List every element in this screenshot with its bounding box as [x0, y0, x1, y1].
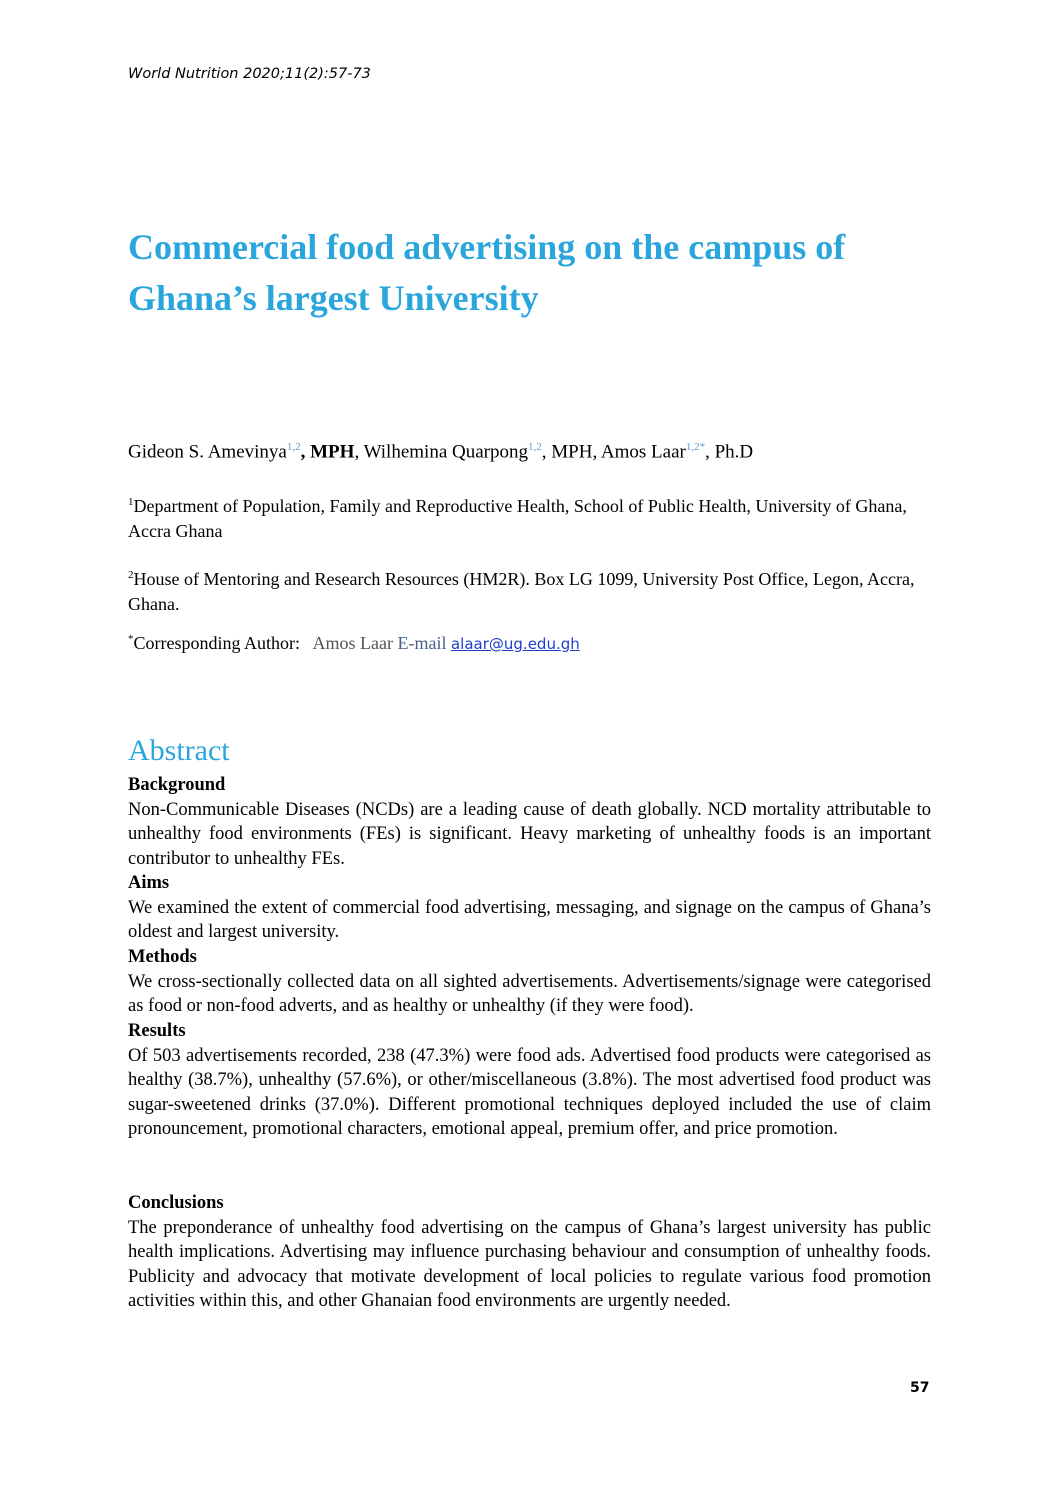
abstract-conclusions: [128, 1191, 931, 1314]
author-degree: , MPH: [541, 441, 593, 463]
author-affiliation-mark: 1,2: [286, 441, 301, 453]
affiliation: [128, 563, 938, 617]
email-label: E-mail: [397, 633, 447, 653]
affiliation-number: 1: [128, 496, 134, 508]
corresponding-mark: *: [128, 633, 134, 645]
corresponding-label: Corresponding Author:: [133, 633, 300, 653]
corresponding-author: [128, 633, 580, 654]
author-name: Gideon S. Amevinya: [128, 441, 287, 463]
section-text: Of 503 advertisements recorded, 238 (47.3%) were food ads. Advertised food products were categorised as healthy (38.7%), unhealthy (57.6%), or other/miscellaneous (3.8%). The most advertised food product was sugar-sweetened drinks (37.0%). Different promotional techniques deployed included the use of claim pronouncement, promotional characters, emotional appeal, premium offer, and price promotion.: [128, 1045, 931, 1139]
abstract-methods: [128, 945, 931, 1019]
abstract-background: [128, 773, 931, 871]
author-degree: , MPH: [300, 441, 355, 463]
section-text: Non-Communicable Diseases (NCDs) are a leading cause of death globally. NCD mortality attributable to unhealthy food environments (FEs) is significant. Heavy marketing of unhealthy foods is an important contributor to unhealthy FEs.: [128, 799, 931, 869]
section-heading: Results: [128, 1021, 186, 1041]
section-text: We examined the extent of commercial food advertising, messaging, and signage on the campus of Ghana’s oldest and largest university.: [128, 897, 931, 942]
page-number: 57: [910, 1380, 930, 1396]
section-text: We cross-sectionally collected data on all sighted advertisements. Advertisements/signage were categorised as food or non-food adverts, and as healthy or unhealthy (if they were food).: [128, 971, 931, 1016]
journal-reference: World Nutrition 2020;11(2):57-73: [128, 66, 371, 82]
affiliation-text: House of Mentoring and Research Resources (HM2R). Box LG 1099, University Post Office, Legon, Accra, Ghana.: [128, 569, 915, 614]
author-name: Wilhemina Quarpong: [363, 441, 528, 463]
author-degree: , Ph.D: [705, 441, 754, 463]
section-text: The preponderance of unhealthy food advertising on the campus of Ghana’s largest university has public health implications. Advertising may influence purchasing behaviour and consumption of unhealthy foods. Publicity and advocacy that motivate development of local policies to regulate various food promotion activities within this, and other Ghanaian food environments are urgently needed.: [128, 1217, 931, 1311]
section-heading: Aims: [128, 873, 170, 893]
section-heading: Conclusions: [128, 1193, 224, 1213]
paper-title: Commercial food advertising on the campus of Ghana’s largest University: [128, 227, 846, 318]
author-affiliation-mark: 1,2*: [685, 441, 706, 453]
author-affiliation-mark: 1,2: [528, 441, 542, 453]
affiliation: [128, 490, 938, 544]
abstract-heading: Abstract: [128, 734, 230, 767]
affiliation-text: Department of Population, Family and Reproductive Health, School of Public Health, University of Ghana, Accra Ghana: [128, 496, 907, 541]
affiliation-number: 2: [128, 569, 134, 581]
section-heading: Background: [128, 775, 226, 795]
abstract-aims: [128, 871, 931, 945]
author-list: Gideon S. Amevinya$^{1,2}$, MPH, Wilhemina Quarpong$^{1,2}$, MPH, Amos Laar$^{1,2*}$, Ph.D: [128, 441, 754, 463]
corresponding-name: Amos Laar: [312, 633, 393, 653]
email-link[interactable]: alaar@ug.edu.gh: [450, 635, 580, 653]
section-heading: Methods: [128, 947, 197, 967]
author-name: Amos Laar: [600, 441, 686, 463]
abstract-results: [128, 1019, 931, 1142]
